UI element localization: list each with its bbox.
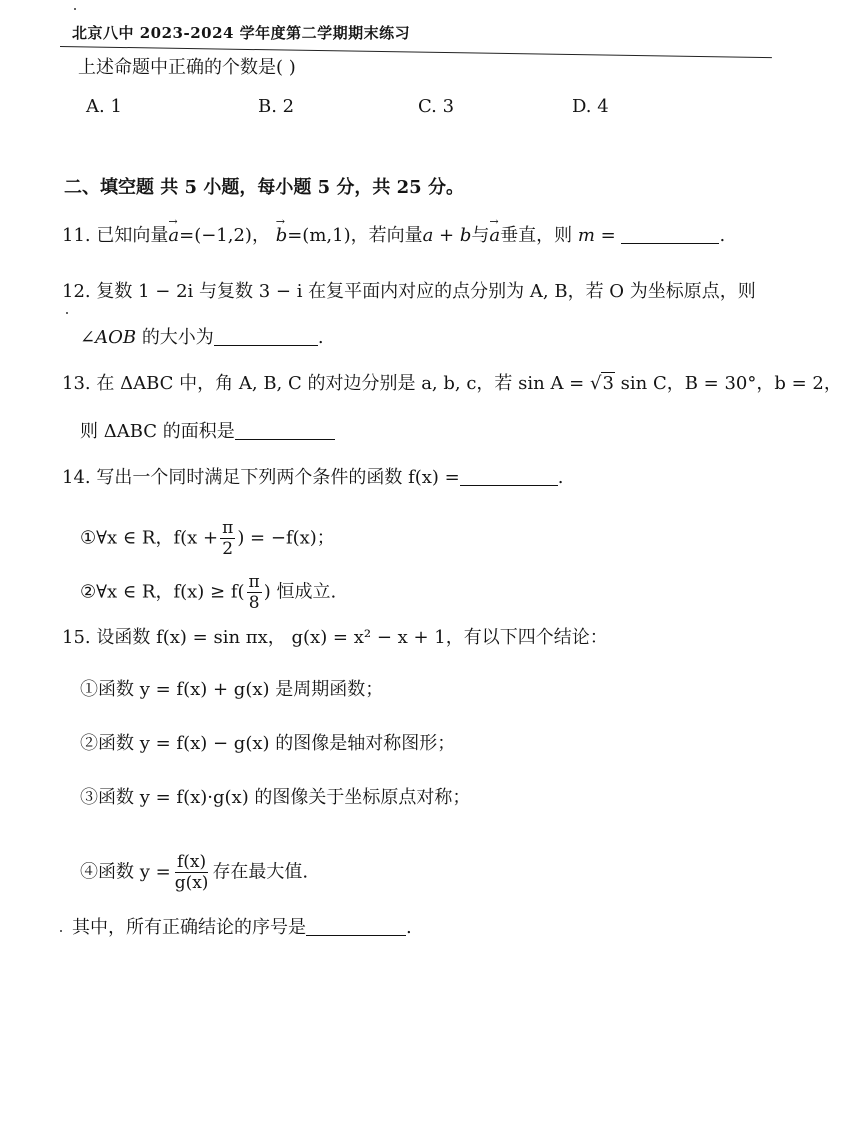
q11-number: 11.: [62, 225, 91, 246]
fraction-denominator: 2: [222, 539, 234, 559]
q15-statement-4: [80, 852, 308, 893]
q10-option-a: A. 1: [86, 96, 122, 117]
q11-text-1: 已知向量: [96, 225, 169, 246]
vector-a-2: → a: [489, 224, 500, 248]
fraction-denominator: 8: [248, 593, 260, 613]
q15-number: 15.: [62, 627, 91, 648]
q12-angle: ∠AOB: [80, 327, 137, 348]
question-13-line-2: [80, 420, 335, 444]
q13-text-2: sin C，B = 30°，b = 2，: [614, 373, 842, 394]
scan-speck: [60, 930, 62, 932]
q10-option-b: B. 2: [258, 96, 295, 117]
q14-text: 写出一个同时满足下列两个条件的函数 f(x) =: [96, 467, 460, 488]
fraction-numerator: f(x): [176, 852, 207, 872]
q11-text-4: 垂直，则: [500, 225, 573, 246]
q12-text-2: 的大小为: [141, 327, 214, 348]
q15-text: 设函数 f(x) = sin πx， g(x) = x² − x + 1，有以下四个结论：: [96, 627, 608, 648]
q15-answer-blank: [306, 917, 406, 936]
q15-statement-2: ②函数 y = f(x) − g(x) 的图像是轴对称图形；: [80, 733, 456, 754]
q12-number: 12.: [62, 281, 91, 302]
q11-m-label: m =: [577, 225, 616, 246]
q14-condition-2: [80, 572, 336, 613]
q15-final: 其中，所有正确结论的序号是 .: [72, 917, 412, 938]
q14-number: 14.: [62, 467, 91, 488]
page-header: 北京八中 2023-2024 学年度第二学期期末练习: [72, 24, 411, 42]
q11-sum: a + b: [422, 225, 472, 246]
q10-tail: 上述命题中正确的个数是( ): [78, 57, 296, 78]
scan-speck: [74, 8, 76, 10]
q15-s4-text-a: ④函数 y =: [80, 861, 171, 883]
vector-b: → b: [276, 224, 288, 248]
q14-c2-text-b: ) 恒成立.: [263, 581, 337, 603]
q14-c2-text-a: ②∀x ∈ R，f(x) ≥ f(: [80, 581, 245, 603]
q14-c1-text-a: ①∀x ∈ R，f(x +: [80, 527, 219, 549]
q11-text-2: ，若向量: [350, 225, 423, 246]
fraction-f-over-g: [173, 852, 211, 893]
q11-text-3: 与: [471, 225, 490, 246]
question-12-line-2: ∠AOB 的大小为 .: [80, 327, 324, 348]
q15-final-text: 其中，所有正确结论的序号是: [72, 917, 306, 938]
question-15-stem: [62, 626, 608, 650]
question-12-line-1: [62, 280, 756, 304]
fraction-numerator: π: [248, 572, 260, 592]
q13-text-3: 则 ΔABC 的面积是: [80, 421, 235, 442]
q15-s4-text-b: 存在最大值.: [212, 861, 309, 883]
q10-option-c: C. 3: [418, 96, 455, 117]
question-11: 11. 已知向量→ a=(−1,2)， → b=(m,1)，若向量a + b与→ a垂直，则 m = .: [62, 224, 725, 248]
q11-b-value: =(m,1): [287, 225, 351, 246]
q13-number: 13.: [62, 373, 91, 394]
q11-a-value: =(−1,2): [179, 225, 252, 246]
q12-answer-blank: [214, 327, 318, 346]
question-14-stem: 14. 写出一个同时满足下列两个条件的函数 f(x) = .: [62, 467, 564, 488]
section-title: 二、填空题 共 5 小题，每小题 5 分，共 25 分。: [64, 177, 464, 198]
fraction-denominator: g(x): [174, 873, 209, 893]
fraction-pi-over-8: [247, 572, 262, 613]
scan-speck: [66, 312, 68, 314]
q15-statement-1: ①函数 y = f(x) + g(x) 是周期函数；: [80, 679, 384, 700]
vector-a: → a: [168, 224, 179, 248]
q14-answer-blank: [460, 467, 558, 486]
q15-statement-3: ③函数 y = f(x)·g(x) 的图像关于坐标原点对称；: [80, 787, 471, 808]
question-13-line-1: 13. 在 ΔABC 中，角 A, B, C 的对边分别是 a, b, c，若 sin A = √3 sin C，B = 30°，b = 2，: [62, 373, 842, 394]
q10-option-d: D. 4: [572, 96, 609, 117]
q11-answer-blank: [621, 225, 719, 244]
q14-condition-1: [80, 518, 335, 559]
fraction-pi-over-2: [220, 518, 235, 559]
q12-text: 复数 1 − 2i 与复数 3 − i 在复平面内对应的点分别为 A, B，若 O 为坐标原点，则: [96, 281, 756, 302]
q14-c1-text-b: ) = −f(x)；: [237, 527, 335, 549]
q13-answer-blank: [235, 421, 335, 440]
fraction-numerator: π: [222, 518, 234, 538]
q13-text-1: 在 ΔABC 中，角 A, B, C 的对边分别是 a, b, c，若 sin A =: [96, 373, 590, 394]
q13-sqrt-value: 3: [602, 373, 614, 394]
